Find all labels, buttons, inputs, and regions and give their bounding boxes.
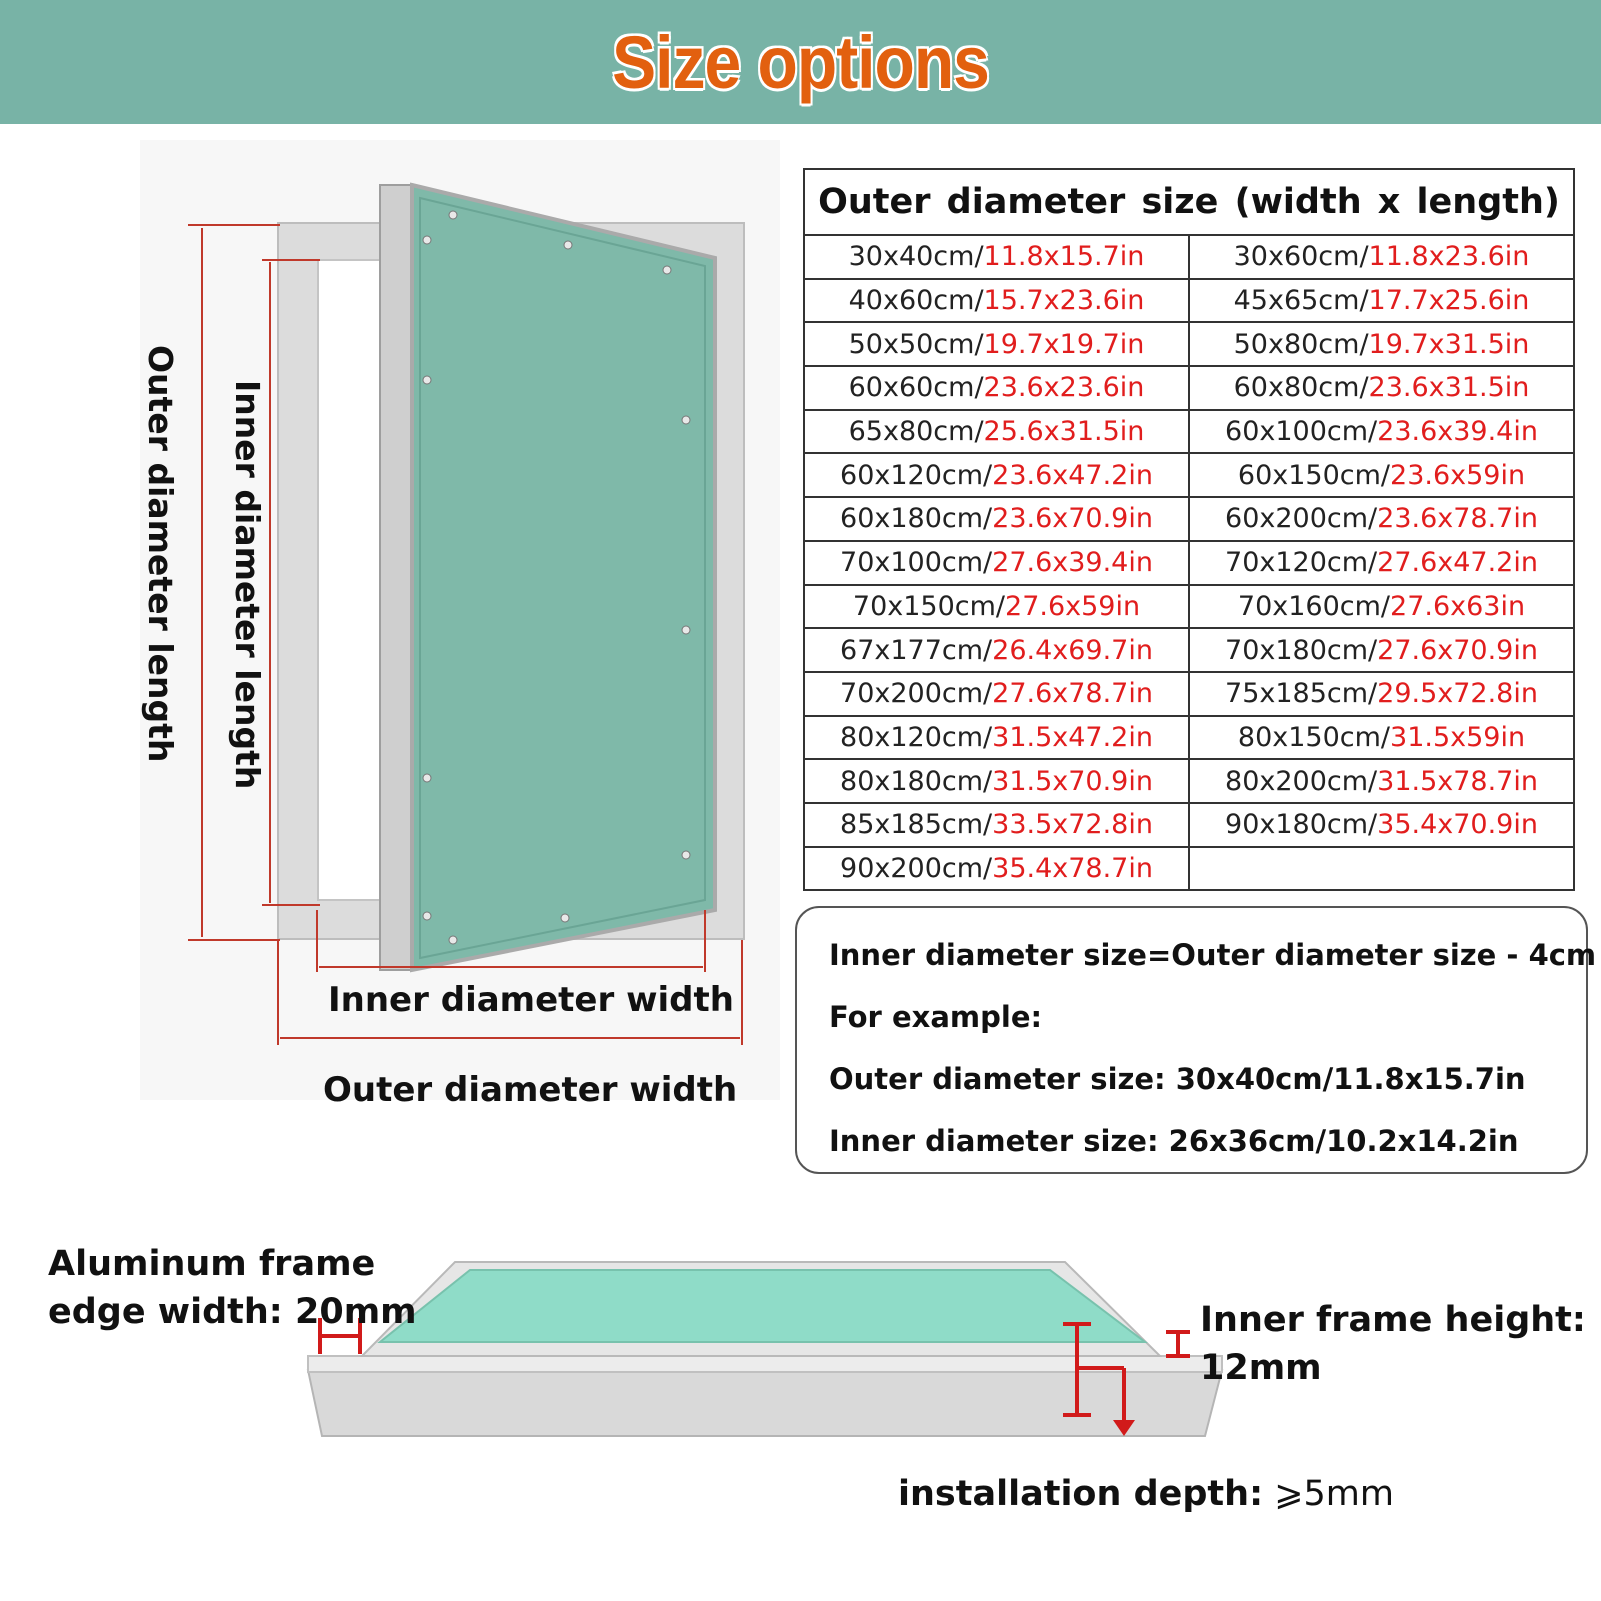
table-cell: [1189, 410, 1574, 454]
cm-value: 80x120cm/: [840, 721, 993, 753]
table-row: [804, 759, 1574, 803]
depth-value: ⩾5mm: [1263, 1474, 1394, 1514]
inch-value: 23.6x23.6in: [983, 372, 1145, 404]
table-row: [804, 847, 1574, 891]
cm-value: 30x40cm/: [848, 241, 984, 273]
cm-value: 40x60cm/: [848, 285, 984, 317]
table-row: [804, 716, 1574, 760]
formula-text: Inner diameter size=Outer diameter size - 4cm: [829, 938, 1597, 972]
table-cell: [804, 235, 1189, 279]
inch-value: 29.5x72.8in: [1377, 678, 1538, 710]
table-row: [804, 279, 1574, 323]
inch-value: 11.8x15.7in: [983, 241, 1145, 273]
table-cell: [1189, 716, 1574, 760]
table-cell: [804, 541, 1189, 585]
cm-value: 60x100cm/: [1225, 416, 1378, 448]
table-cell: [804, 366, 1189, 410]
table-row: [804, 585, 1574, 629]
inch-value: 15.7x23.6in: [983, 285, 1145, 317]
header-banner: [0, 0, 1601, 124]
frame-profile-drawing: [300, 1240, 1240, 1470]
inch-value: 31.5x78.7in: [1377, 765, 1538, 797]
table-cell: [804, 279, 1189, 323]
inch-value: 27.6x59in: [1005, 590, 1141, 622]
table-row: [804, 672, 1574, 716]
table-row: [804, 235, 1574, 279]
table-cell: [804, 759, 1189, 803]
inner-width-label: Inner diameter width: [328, 980, 734, 1020]
table-cell: [804, 410, 1189, 454]
inch-value: 27.6x39.4in: [992, 547, 1153, 579]
table-cell: [804, 322, 1189, 366]
table-cell: [1189, 803, 1574, 847]
inch-value: 26.4x69.7in: [992, 634, 1153, 666]
table-cell: [1189, 541, 1574, 585]
table-cell: [804, 716, 1189, 760]
table-cell: [1189, 628, 1574, 672]
cm-value: 85x185cm/: [840, 809, 993, 841]
inner-frame-height-label: [1200, 1296, 1586, 1392]
inch-value: 27.6x47.2in: [1377, 547, 1538, 579]
outer-example: Outer diameter size: 30x40cm/11.8x15.7in: [829, 1062, 1526, 1096]
size-formula-box: [795, 906, 1597, 1174]
inch-value: 31.5x47.2in: [992, 721, 1153, 753]
cm-value: 70x120cm/: [1225, 547, 1378, 579]
outer-length-label: Outer diameter length: [141, 345, 180, 763]
inch-value: 23.6x31.5in: [1368, 372, 1530, 404]
cm-value: 45x65cm/: [1233, 285, 1369, 317]
cm-value: 75x185cm/: [1225, 678, 1378, 710]
cm-value: 90x200cm/: [840, 852, 993, 884]
edge-width-label: [48, 1240, 417, 1336]
inch-value: 35.4x78.7in: [992, 852, 1153, 884]
inch-value: 27.6x63in: [1390, 590, 1526, 622]
table-row: [804, 803, 1574, 847]
inch-value: 23.6x70.9in: [992, 503, 1153, 535]
table-cell: [804, 585, 1189, 629]
cm-value: 30x60cm/: [1233, 241, 1369, 273]
cm-value: 70x100cm/: [840, 547, 993, 579]
inch-value: 35.4x70.9in: [1377, 809, 1538, 841]
cm-value: 70x200cm/: [840, 678, 993, 710]
cm-value: 65x80cm/: [848, 416, 984, 448]
table-cell: [1189, 759, 1574, 803]
size-table: [803, 168, 1575, 891]
cm-value: 60x150cm/: [1237, 459, 1391, 491]
page-title: Size options: [612, 20, 989, 104]
inch-value: 23.6x47.2in: [992, 459, 1153, 491]
inch-value: 33.5x72.8in: [992, 809, 1153, 841]
cm-value: 50x80cm/: [1233, 328, 1369, 360]
table-cell: [804, 497, 1189, 541]
cm-value: 60x120cm/: [840, 459, 993, 491]
inch-value: 27.6x78.7in: [992, 678, 1153, 710]
inch-value: 11.8x23.6in: [1368, 241, 1530, 273]
table-cell: [1189, 847, 1574, 891]
inch-value: 19.7x31.5in: [1368, 328, 1530, 360]
table-row: [804, 497, 1574, 541]
cm-value: 70x180cm/: [1225, 634, 1378, 666]
installation-depth-label: [898, 1470, 1394, 1518]
table-row: [804, 541, 1574, 585]
cm-value: 60x60cm/: [848, 372, 984, 404]
cm-value: 70x150cm/: [852, 590, 1006, 622]
cm-value: 67x177cm/: [840, 634, 993, 666]
table-cell: [1189, 279, 1574, 323]
inch-value: 17.7x25.6in: [1368, 285, 1530, 317]
inner-height-label-line2: 12mm: [1200, 1348, 1322, 1388]
cm-value: 90x180cm/: [1225, 809, 1378, 841]
inch-value: 23.6x39.4in: [1377, 416, 1538, 448]
table-cell: [804, 672, 1189, 716]
table-row: [804, 322, 1574, 366]
table-cell: [1189, 672, 1574, 716]
cm-value: 50x50cm/: [848, 328, 984, 360]
inch-value: 23.6x78.7in: [1377, 503, 1538, 535]
cm-value: 60x180cm/: [840, 503, 993, 535]
table-row: [804, 453, 1574, 497]
inner-length-label: Inner diameter length: [228, 380, 267, 790]
table-cell: [1189, 235, 1574, 279]
cm-value: 80x200cm/: [1225, 765, 1378, 797]
inch-value: 31.5x70.9in: [992, 765, 1153, 797]
cm-value: 60x200cm/: [1225, 503, 1378, 535]
size-table-header: Outer diameter size (width x length): [804, 169, 1574, 235]
table-row: [804, 410, 1574, 454]
edge-width-label-line1: Aluminum frame: [48, 1244, 376, 1284]
example-label: For example:: [829, 1000, 1043, 1034]
inch-value: 23.6x59in: [1390, 459, 1526, 491]
table-cell: [1189, 453, 1574, 497]
cm-value: 60x80cm/: [1233, 372, 1369, 404]
table-cell: [804, 628, 1189, 672]
table-row: [804, 628, 1574, 672]
edge-width-label-line2: edge width: 20mm: [48, 1292, 417, 1332]
table-cell: [1189, 366, 1574, 410]
cm-value: 80x150cm/: [1237, 721, 1391, 753]
inch-value: 27.6x70.9in: [1377, 634, 1538, 666]
table-cell: [804, 803, 1189, 847]
depth-label-text: installation depth:: [898, 1474, 1264, 1514]
inch-value: 19.7x19.7in: [983, 328, 1145, 360]
outer-width-label: Outer diameter width: [323, 1070, 738, 1110]
table-row: [804, 366, 1574, 410]
cm-value: 80x180cm/: [840, 765, 993, 797]
inner-height-label-line1: Inner frame height:: [1200, 1300, 1586, 1340]
cm-value: 70x160cm/: [1237, 590, 1391, 622]
table-cell: [1189, 497, 1574, 541]
table-cell: [1189, 322, 1574, 366]
size-table-body: [804, 235, 1574, 890]
access-panel-illustration: [140, 140, 780, 1120]
inch-value: 25.6x31.5in: [983, 416, 1145, 448]
inner-example: Inner diameter size: 26x36cm/10.2x14.2in: [829, 1124, 1519, 1158]
inch-value: 31.5x59in: [1390, 721, 1526, 753]
table-cell: [1189, 585, 1574, 629]
table-cell: [804, 847, 1189, 891]
table-cell: [804, 453, 1189, 497]
